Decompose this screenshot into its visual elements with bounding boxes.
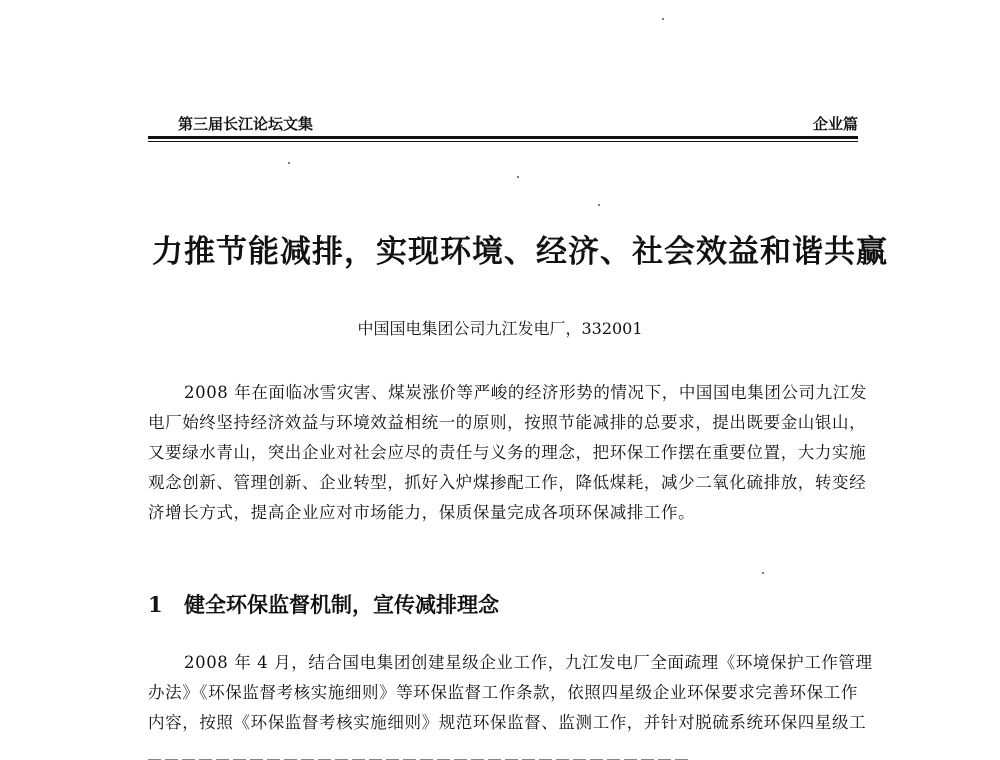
intro-paragraph: [148, 378, 884, 528]
header-rule-thin: [148, 141, 858, 142]
scan-speck: [762, 572, 764, 574]
section-title: 健全环保监督机制，宣传减排理念: [184, 592, 499, 617]
running-header: [148, 113, 860, 133]
article-title: 力推节能减排，实现环境、经济、社会效益和谐共赢: [152, 234, 888, 270]
section-heading: [148, 589, 499, 619]
scan-speck: [662, 18, 664, 20]
paragraph-line: 电厂始终坚持经济效益与环境效益相统一的原则，按照节能减排的总要求，提出既要金山银山，: [148, 413, 867, 432]
paragraph-line: 又要绿水青山，突出企业对社会应尽的责任与义务的理念，把环保工作摆在重要位置，大力实施: [148, 443, 867, 462]
header-section-name: 企业篇: [812, 115, 858, 133]
paragraph-line: 2008 年在面临冰雪灾害、煤炭涨价等严峻的经济形势的情况下，中国国电集团公司九江发: [184, 383, 867, 402]
header-rule-thick: [148, 136, 858, 139]
section-paragraph: [148, 648, 884, 738]
author-affiliation: 中国国电集团公司九江发电厂，332001: [357, 319, 643, 338]
section-number: 1: [148, 592, 163, 617]
scan-speck: [288, 162, 290, 164]
header-journal-title: 第三届长江论坛文集: [178, 115, 314, 133]
scan-speck: [517, 176, 519, 178]
paragraph-line: 观念创新、管理创新、企业转型，抓好入炉煤掺配工作，降低煤耗，减少二氧化硫排放，转变经: [148, 473, 867, 492]
paragraph-line: 济增长方式，提高企业应对市场能力，保质保量完成各项环保减排工作。: [148, 503, 696, 522]
cut-off-text-line: [148, 752, 708, 760]
paragraph-line: 内容，按照《环保监督考核实施细则》规范环保监督、监测工作，并针对脱硫系统环保四星级工: [148, 713, 867, 732]
paragraph-line: 2008 年 4 月，结合国电集团创建星级企业工作，九江发电厂全面疏理《环境保护工作管理: [184, 653, 873, 672]
paragraph-line: 办法》《环保监督考核实施细则》等环保监督工作条款，依照四星级企业环保要求完善环保工作: [148, 683, 858, 702]
scan-speck: [598, 204, 600, 206]
